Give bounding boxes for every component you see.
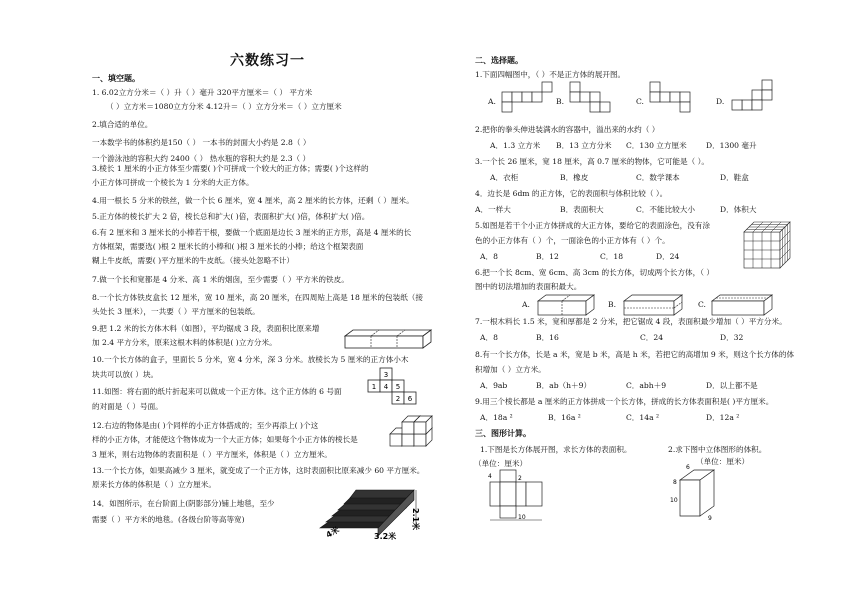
solid-dim-9: 9	[708, 515, 712, 522]
cube-net-figure	[368, 367, 418, 407]
mc-q8-opt-d: D．以上都不是	[706, 381, 758, 390]
q11-line2: 的对面是（ ）号面。	[92, 402, 163, 411]
solid-dim-6: 6	[686, 464, 690, 471]
section-multiple-choice: 二、选择题。	[475, 55, 523, 65]
q10-line2: 块共可以放( ）块。	[92, 370, 159, 379]
q4-line: 4.用一根长 5 分米的铁丝，做一个长 6 厘米，宽 4 厘米，高 2 厘米的长方体，还剩（ ）厘米。	[92, 196, 414, 205]
q6-line1: 6.有 2 厘米和 3 厘米长的小棒若干根，要做一个底面是边长 3 厘米的正方形，高是 4 厘米的长	[92, 228, 412, 237]
net-face-5: 5	[395, 383, 401, 391]
mc-q1: 1.下面四幅图中，（ ）不是正方体的展开图。	[475, 70, 626, 79]
mc-q6-opt-a: A.	[522, 300, 530, 309]
big-cube-figure	[742, 220, 792, 270]
mc-q3-opt-b: B．橡皮	[560, 173, 589, 182]
mc-q7-opt-d: D．32	[720, 333, 744, 342]
net-face-4: 4	[383, 383, 389, 391]
section-fill-blanks: 一、填空题。	[92, 73, 140, 83]
mc-q7: 7.一根木料长 1.5 米，宽和厚都是 2 分米，把它锯成 4 段，表面积最少增加（ ）平方分米。	[475, 317, 787, 326]
mc-q1-opt-c: C.	[636, 97, 644, 106]
q1-line2: （ ）立方米＝1080立方分米 4.12升＝（ ）立方分米＝（ ）立方厘米	[106, 102, 342, 111]
mc-q1-opt-d: D.	[716, 97, 725, 106]
net-dim-2: 2	[518, 475, 522, 482]
composite-solid-figure	[670, 462, 720, 522]
cut-option-a	[536, 293, 598, 317]
cut-option-c	[710, 293, 776, 317]
mc-q5-opt-b: B．12	[536, 252, 559, 261]
q14-line1: 14．如图所示，在台阶面上(阴影部分)铺上地毯，至少	[92, 499, 275, 508]
stair-width-label: 4米	[324, 525, 341, 540]
q12-line1: 12.右边的物体是由( )个同样的小正方体搭成的；至少再添上( )个这	[92, 421, 319, 430]
mc-q7-opt-c: C．24	[640, 333, 664, 342]
mc-q2-opt-b: B．13 立方分米	[556, 141, 612, 150]
mc-q3: 3.一个长 26 厘米，宽 18 厘米，高 0.7 厘米的物体，它可能是（ ）。	[475, 157, 709, 166]
mc-q9-opt-d: D．12a ²	[706, 413, 740, 422]
mc-q5-opt-a: A．8	[480, 252, 498, 261]
mc-q4-opt-a: A．一样大	[475, 205, 511, 214]
mc-q2-opt-c: C．130 立方厘米	[626, 141, 687, 150]
cuboid-net-figure	[488, 468, 566, 522]
mc-q3-opt-d: D．鞋盒	[720, 173, 749, 182]
section-figure-calc: 三、图形计算。	[475, 428, 531, 438]
mc-q5-opt-c: C．18	[600, 252, 624, 261]
q11-line1: 11.如图：将右面的纸片折起来可以做成一个正方体。这个正方体的 6 号面	[92, 387, 342, 396]
net-face-6: 6	[407, 395, 413, 403]
mc-q8-opt-b: B．ab（h＋9）	[536, 381, 592, 390]
mc-q3-opt-a: A．衣柜	[490, 173, 519, 182]
stacked-cubes-figure	[388, 412, 434, 456]
mc-q2-opt-a: A．1.3 立方米	[490, 141, 541, 150]
net-face-3: 3	[383, 371, 389, 379]
mc-q6-opt-c: C.	[698, 300, 706, 309]
mc-q9: 9.用三个棱长都是 a 厘米的正方体拼成一个长方体，拼成的长方体表面积是( )平方厘米。	[475, 397, 774, 406]
mc-q7-opt-b: B．16	[536, 333, 559, 342]
q2-line1: 一本数学书的体积约是150（ ） 一本书的封面大小约是 2.8（ ）	[92, 138, 311, 147]
mc-q7-opt-a: A．8	[480, 333, 498, 342]
q2-heading: 2.填合适的单位。	[92, 120, 153, 129]
mc-q1-opt-a: A.	[488, 97, 496, 106]
calc-q1-unit: （单位：厘米）	[474, 459, 528, 468]
net-face-1: 1	[371, 383, 377, 391]
net-option-c	[650, 82, 700, 114]
wood-beam-figure	[343, 328, 433, 350]
cut-option-b	[622, 293, 686, 317]
mc-q6-line1: 6.把一个长 8cm、宽 6cm、高 3cm 的长方体，切成两个长方体，（ ）	[475, 268, 715, 277]
q14-line2: 需要（ ）平方米的地毯。(各级台阶等高等宽)	[92, 515, 245, 524]
staircase-figure	[316, 478, 428, 540]
mc-q3-opt-c: C．数学课本	[636, 173, 680, 182]
solid-dim-8: 8	[673, 479, 677, 486]
q5-line: 5.正方体的棱长扩大 2 倍，棱长总和扩大( )倍，表面积扩大( )倍，体积扩大( )倍。	[92, 212, 370, 221]
stair-height-label: 2.1米	[411, 508, 420, 531]
q3-line2: 小正方体可拼成一个棱长为 1 分米的大正方体。	[92, 178, 254, 187]
stair-depth-label: 3.2米	[374, 532, 397, 541]
mc-q9-opt-c: C．14a ²	[626, 413, 660, 422]
q13-line2: 原来长方体的体积是（ ）立方厘米。	[92, 480, 216, 489]
net-dim-4: 4	[488, 473, 492, 480]
mc-q8-line2: 积增加（ ）立方米。	[475, 365, 546, 374]
net-face-2: 2	[395, 395, 401, 403]
q12-line2: 样的小正方体，才能使这个物体成为一个大正方体；如果每个小正方体的棱长是	[92, 435, 358, 444]
mc-q5-opt-d: D．24	[656, 252, 680, 261]
mc-q2-opt-d: D．1300 毫升	[706, 141, 757, 150]
mc-q4-opt-b: B．表面积大	[560, 205, 604, 214]
mc-q8-line1: 8.有一个长方体，长是 a 米，宽是 b 米，高是 h 米，若把它的高增加 9 米，则这个长方体的体	[475, 350, 795, 359]
q10-line1: 10.一个长方体的盒子，里面长 5 分米，宽 4 分米，深 3 分米。放棱长为 5 厘米的正方体小木	[92, 355, 409, 364]
mc-q5-line2: 色的小正方体有（ ）个，一面涂色的小正方体有（ ）个。	[475, 236, 670, 245]
q9-line1: 9.把 1.2 米的长方体木料（如图），平均锯成 3 段，表面积比原来增	[92, 324, 320, 333]
mc-q8-opt-c: C．abh＋9	[626, 381, 667, 390]
mc-q8-opt-a: A．9ab	[480, 381, 508, 390]
calc-q1: 1.下图是长方体展开图，求长方体的表面积。	[480, 445, 632, 454]
q12-line3: 3 厘米，则右边物体的表面积是（ ）平方厘米，体积是（ ）立方厘米。	[92, 450, 332, 459]
q13-line1: 13.一个长方体，如果高减少 3 厘米，就变成了一个正方体，这时表面积比原来减少 60 平方厘米。	[92, 466, 425, 475]
net-dim-10: 10	[518, 514, 526, 521]
solid-dim-10: 10	[670, 497, 678, 504]
net-option-a	[502, 82, 552, 112]
mc-q9-opt-a: A．18a ²	[480, 413, 513, 422]
mc-q4-opt-c: C．不能比较大小	[636, 205, 695, 214]
mc-q5-line1: 5.如图是若干个小正方体拼成的大正方体，要给它的表面涂色，没有涂	[475, 221, 711, 230]
q7-line: 7.做一个长和宽都是 4 分米、高 1 米的烟囱，至少需要（ ）平方米的铁皮。	[92, 275, 349, 284]
mc-q6-line2: 图中的切法增加的表面积最大。	[475, 282, 582, 291]
mc-q2: 2.把你的拳头伸进装满水的容器中，溢出来的水约（ ）	[475, 125, 660, 134]
mc-q6-opt-b: B.	[608, 300, 616, 309]
q6-line2: 方体框架，需要选( )根 2 厘米长的小棒和( )根 3 厘米长的小棒；给这个框架表面	[92, 242, 364, 251]
mc-q4: 4．边长是 6dm 的正方体，它的表面积与体积比较（ ）。	[475, 189, 668, 198]
q3-line1: 3.棱长 1 厘米的小正方体至少需要( )个可拼成一个较大的正方体；需要( )个这样的	[92, 164, 369, 173]
q8-line1: 8.一个长方体铁皮盒长 12 厘米，宽 10 厘米，高 20 厘米，在四周贴上高是 18 厘米的包装纸（接	[92, 293, 423, 302]
q1-line1: 1. 6.02立方分米＝（ ）升（ ）毫升 320平方厘米＝（ ） 平方米	[92, 88, 313, 97]
q8-line2: 头处长 3 厘米），一共要（ ）平方厘米的包装纸。	[92, 307, 260, 316]
net-option-d	[732, 80, 782, 114]
page-title: 六数练习一	[230, 53, 305, 69]
q9-line2: 加 2.4 平方分米，原来这根木料的体积是( )立方分米。	[92, 338, 277, 347]
net-option-b	[570, 82, 620, 114]
calc-q2: 2.求下图中立体图形的体积。	[668, 445, 767, 454]
calc-q2-unit: （单位：厘米）	[696, 457, 750, 466]
q2-line2: 一个游泳池的容积大约 2400（ ） 热水瓶的容积大约是 2.3（ ）	[92, 154, 311, 163]
q6-line3: 糊上牛皮纸，需要( )平方厘米的牛皮纸。（接头处忽略不计）	[92, 256, 294, 265]
mc-q9-opt-b: B．16a ²	[548, 413, 581, 422]
mc-q1-opt-b: B.	[556, 97, 564, 106]
mc-q4-opt-d: D．体积大	[720, 205, 757, 214]
